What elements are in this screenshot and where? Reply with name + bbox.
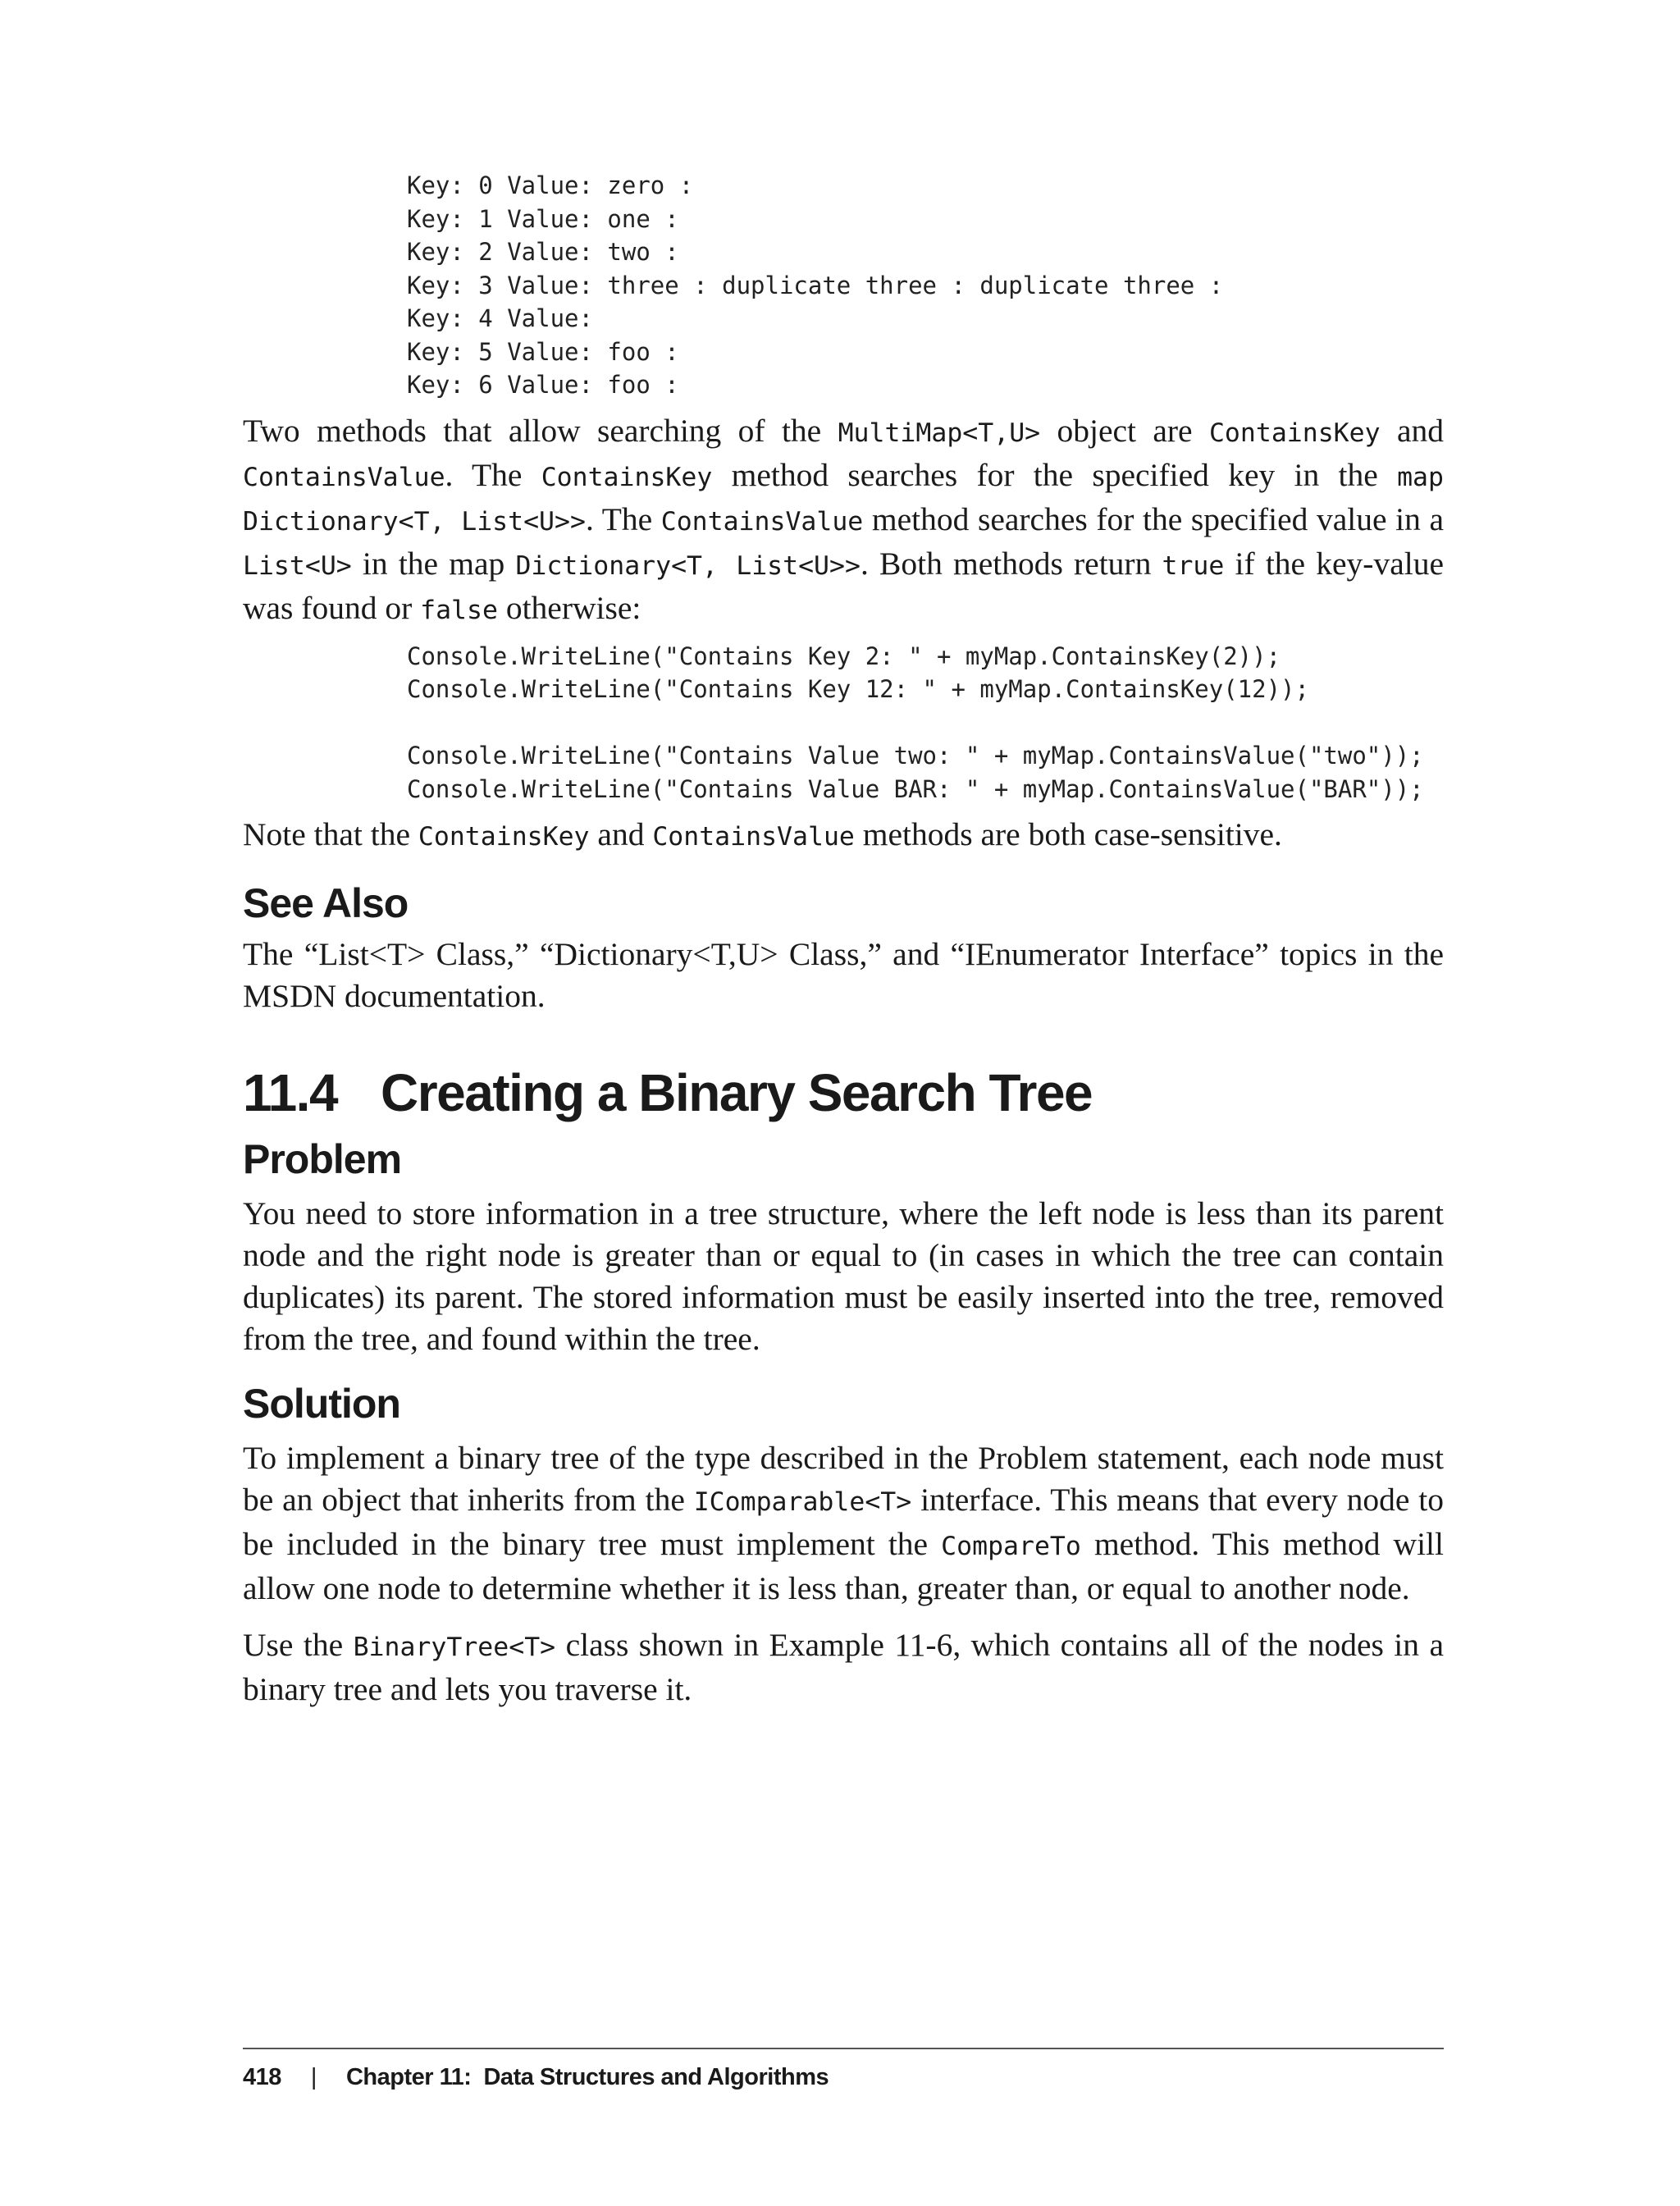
section-title-text: Creating a Binary Search Tree [381, 1063, 1093, 1122]
output-line: Key: 2 Value: two : [407, 238, 679, 266]
inline-code: BinaryTree<T> [353, 1633, 556, 1662]
inline-code: ContainsValue [660, 506, 864, 537]
inline-code: true [1162, 550, 1225, 581]
code-line [407, 706, 1444, 740]
output-line: Key: 4 Value: [407, 304, 593, 332]
section-number: 11.4 [243, 1063, 338, 1122]
code-line: Console.WriteLine("Contains Key 2: " + myMap.ContainsKey(2)); [407, 642, 1281, 670]
output-line: Key: 3 Value: three : duplicate three : duplicate three : [407, 271, 1224, 299]
output-line: Key: 5 Value: foo : [407, 337, 679, 366]
inline-code: ContainsValue [243, 462, 445, 492]
inline-code: map [1397, 462, 1444, 492]
code-line: Console.WriteLine("Contains Value BAR: " + myMap.ContainsValue("BAR")); [407, 774, 1424, 803]
search-methods-paragraph: Two methods that allow searching of the MultiMap<T,U> object are ContainsKey and ContainsValue. The ContainsKey method searches for the specified key in the map Dictionary<T, List<U>>. The ContainsValue method searches for the specified value in a List<U> in the map Dictionary<T, List<U>>. Both methods return true if the key-value was found or false otherwise: [243, 412, 1445, 626]
contains-code-block [407, 640, 1444, 806]
output-line: Key: 6 Value: foo : [407, 371, 679, 399]
problem-text: You need to store information in a tree structure, where the left node is less than its parent node and the right node is greater than or equal to (in cases in which the tree can contain duplicates) its parent. The stored information must be easily inserted into the tree, removed from the tree, and found within the tree. [243, 1195, 1444, 1357]
see-also-text: The “List<T> Class,” “Dictionary<T,U> Class,” and “IEnumerator Interface” topics in the MSDN documentation. [243, 936, 1444, 1014]
see-also-heading: See Also [243, 880, 409, 926]
inline-code: ContainsKey [541, 462, 713, 492]
inline-code: MultiMap<T,U> [838, 418, 1041, 448]
inline-code: ContainsValue [652, 822, 855, 852]
solution-heading: Solution [243, 1381, 400, 1427]
inline-code: ContainsKey [1208, 418, 1381, 448]
page-footer [243, 2048, 1444, 2094]
output-line: Key: 1 Value: one : [407, 204, 679, 233]
case-sensitive-note: Note that the ContainsKey and ContainsValue methods are both case-sensitive. [243, 816, 1282, 852]
output-line: Key: 0 Value: zero : [407, 171, 694, 199]
section-title [243, 1062, 1444, 1124]
problem-heading: Problem [243, 1136, 402, 1182]
inline-code: CompareTo [941, 1532, 1081, 1561]
chapter-title: Chapter 11: Data Structures and Algorithms [345, 2064, 829, 2090]
code-line: Console.WriteLine("Contains Key 12: " + myMap.ContainsKey(12)); [407, 675, 1309, 703]
solution-text: To implement a binary tree of the type described in the Problem statement, each node must be an object that inherits from the IComparable<T> interface. This means that every node to be included in the binary tree must implement the CompareTo method. This method will allow one node to determine whether it is less than, greater than, or equal to another node. [243, 1440, 1445, 1606]
inline-code: Dictionary<T, List<U>> [243, 506, 586, 537]
inline-code: ContainsKey [418, 822, 590, 852]
page-number: 418 [243, 2064, 281, 2090]
code-line: Console.WriteLine("Contains Value two: " + myMap.ContainsValue("two")); [407, 742, 1424, 770]
inline-code: Dictionary<T, List<U>> [515, 550, 861, 581]
footer-separator: | [310, 2064, 317, 2090]
inline-code: false [420, 595, 498, 625]
page-content [243, 164, 1444, 1710]
output-code-block [407, 169, 1444, 402]
inline-code: List<U> [243, 550, 352, 581]
inline-code: IComparable<T> [693, 1487, 912, 1517]
solution-usage-text: Use the BinaryTree<T> class shown in Example 11-6, which contains all of the nodes in a binary tree and lets you traverse it. [243, 1627, 1444, 1707]
